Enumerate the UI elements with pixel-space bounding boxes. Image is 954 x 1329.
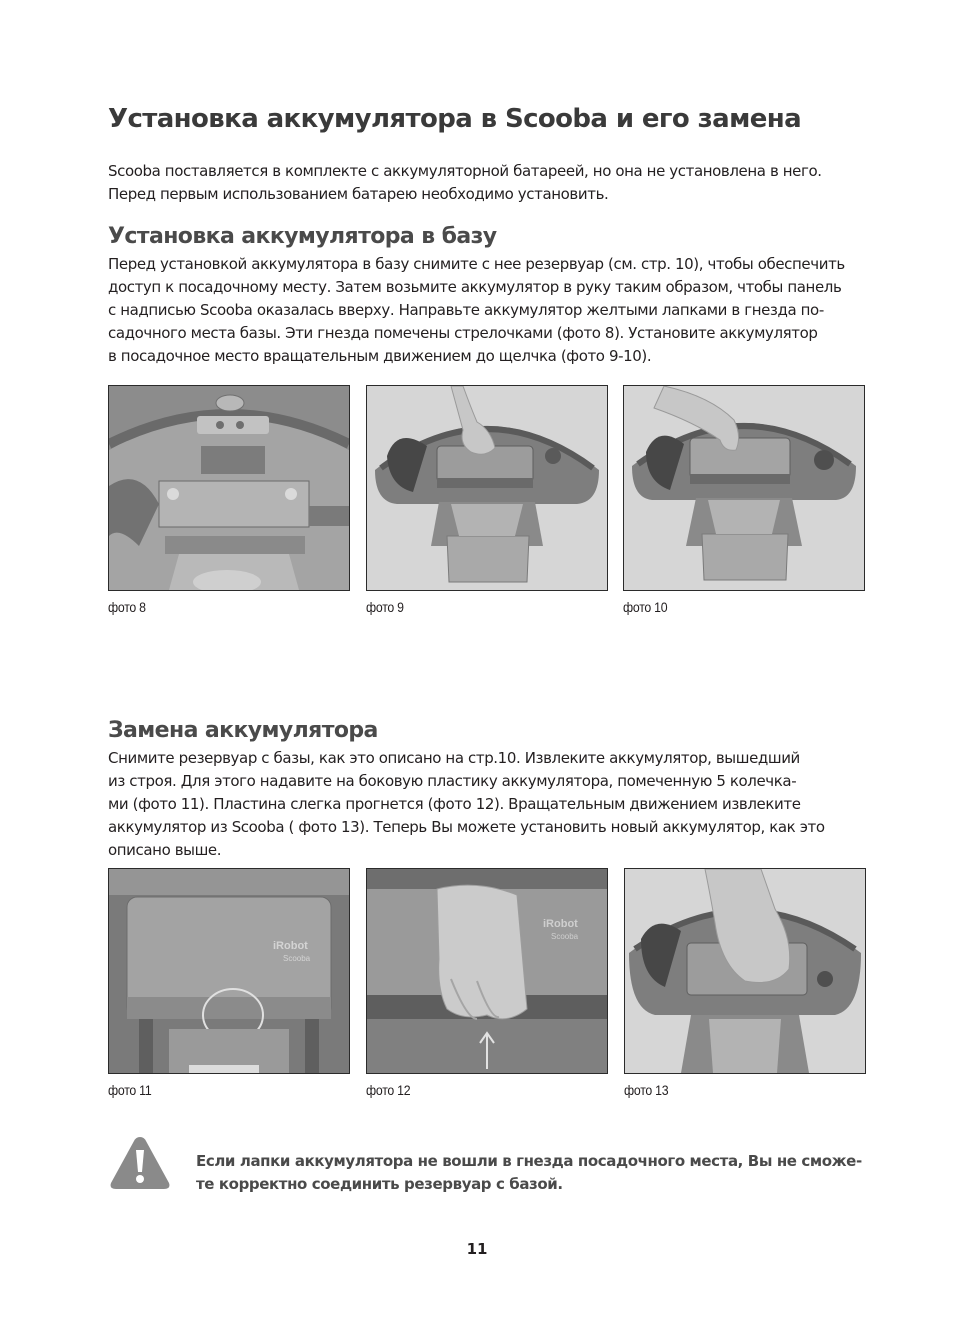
section-heading-replace: Замена аккумулятора <box>108 718 378 743</box>
caption-photo-10: фото 10 <box>623 599 668 615</box>
warning-text <box>196 1150 862 1196</box>
replace-line: описано выше. <box>108 841 222 859</box>
replace-line: ми (фото 11). Пластина слегка прогнется (фото 12). Вращательным движением извлеките <box>108 795 801 813</box>
page-title: Установка аккумулятора в Scooba и его замена <box>108 104 802 134</box>
brand-label-2: iRobot <box>543 918 578 930</box>
caption-photo-11: фото 11 <box>108 1082 152 1098</box>
warning-triangle-icon <box>108 1134 172 1192</box>
photo-11-image <box>109 869 349 1073</box>
intro-paragraph <box>108 160 822 206</box>
install-line: с надписью Scooba оказалась вверху. Направьте аккумулятор желтыми лапками в гнезда по- <box>108 301 824 319</box>
caption-photo-13: фото 13 <box>624 1082 669 1098</box>
caption-photo-8: фото 8 <box>108 599 146 615</box>
install-line: садочного места базы. Эти гнезда помечены стрелочками (фото 8). Установите аккумулятор <box>108 324 818 342</box>
photo-12-image <box>367 869 607 1073</box>
caption-photo-9: фото 9 <box>366 599 404 615</box>
install-line: доступ к посадочному месту. Затем возьмите аккумулятор в руку таким образом, чтобы панель <box>108 278 842 296</box>
model-label: Scooba <box>283 954 311 963</box>
photo-8-image <box>109 386 349 590</box>
photo-13 <box>624 868 866 1074</box>
photo-8 <box>108 385 350 591</box>
brand-label: iRobot <box>273 940 308 952</box>
replace-line: Снимите резервуар с базы, как это описано на стр.10. Извлеките аккумулятор, вышедший <box>108 749 800 767</box>
photo-12 <box>366 868 608 1074</box>
photo-9-image <box>367 386 607 590</box>
intro-line: Scooba поставляется в комплекте с аккумуляторной батареей, но она не установлена в него. <box>108 162 822 180</box>
photo-11 <box>108 868 350 1074</box>
photo-9 <box>366 385 608 591</box>
section-heading-install: Установка аккумулятора в базу <box>108 224 497 249</box>
caption-photo-12: фото 12 <box>366 1082 411 1098</box>
warning-line: те корректно соединить резервуар с базой. <box>196 1175 563 1193</box>
install-line: Перед установкой аккумулятора в базу снимите с нее резервуар (см. стр. 10), чтобы обеспечить <box>108 255 845 273</box>
page-number: 11 <box>466 1240 488 1258</box>
photo-13-image <box>625 869 865 1073</box>
replace-paragraph <box>108 747 825 862</box>
replace-line: аккумулятор из Scooba ( фото 13). Теперь Вы можете установить новый аккумулятор, как это <box>108 818 825 836</box>
photo-10-image <box>624 386 864 590</box>
model-label-2: Scooba <box>551 932 579 941</box>
install-line: в посадочное место вращательным движением до щелчка (фото 9-10). <box>108 347 652 365</box>
intro-line: Перед первым использованием батарею необходимо установить. <box>108 185 609 203</box>
replace-line: из строя. Для этого надавите на боковую пластику аккумулятора, помеченную 5 колечка- <box>108 772 797 790</box>
warning-line: Если лапки аккумулятора не вошли в гнезда посадочного места, Вы не сможе- <box>196 1152 862 1170</box>
install-paragraph <box>108 253 845 368</box>
photo-10 <box>623 385 865 591</box>
